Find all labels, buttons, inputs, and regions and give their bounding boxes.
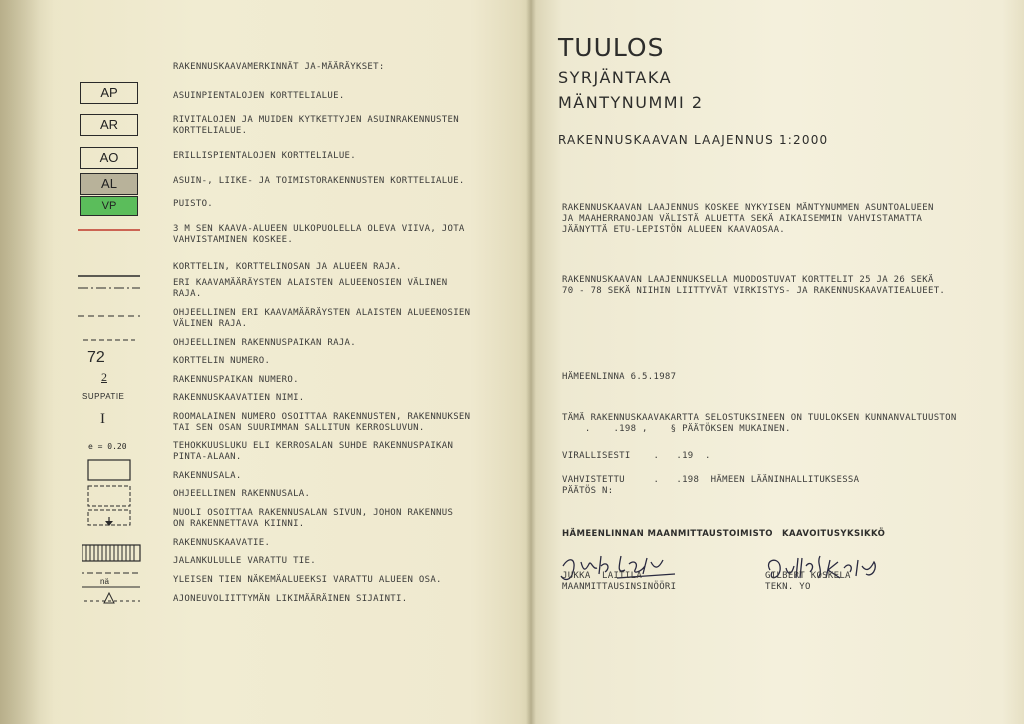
symbol-vp: VP <box>80 196 138 216</box>
symbol-al: AL <box>80 173 138 195</box>
legend-guide-building-area-text: OHJEELLINEN RAKENNUSALA. <box>173 489 311 499</box>
page-edge-shadow <box>0 0 55 724</box>
office-name-1: HÄMEENLINNAN MAANMITTAUSTOIMISTO <box>562 529 773 539</box>
legend-kortteli-number-text: KORTTELIN NUMERO. <box>173 356 271 366</box>
legend-ao-text: ERILLISPIENTALOJEN KORTTELIALUE. <box>173 151 356 161</box>
legend-ap-text: ASUINPIENTALOJEN KORTTELIALUE. <box>173 91 345 101</box>
signer-2: GILBERT KOSKELA TEKN. YO <box>765 571 851 592</box>
legend-al-text: ASUIN-, LIIKE- JA TOIMISTORAKENNUSTEN KORTTELIALUE. <box>173 176 465 186</box>
plan-title: RAKENNUSKAAVAN LAAJENNUS 1:2000 <box>558 133 829 147</box>
legend-vehicle-access-text: AJONEUVOLIITTYMÄN LIKIMÄÄRÄINEN SIJAINTI. <box>173 594 408 604</box>
legend-ar-text: RIVITALOJEN JA MUIDEN KYTKETTYJEN ASUINRAKENNUSTEN KORTTELIALUE. <box>173 115 459 136</box>
description-paragraph-1: RAKENNUSKAAVAN LAAJENNUS KOSKEE NYKYISEN MÄNTYNUMMEN ASUNTOALUEEN JA MAAHERRANOJAN VÄLISTÄ ALUETTA SEKÄ AIKAISEMMIN VAHVISTAMATTA JÄÄNYTTÄ ETU-LEPISTÖN ALUEEN KAAVAOSAA. <box>562 203 934 235</box>
legend-redline-text: 3 M SEN KAAVA-ALUEEN ULKOPUOLELLA OLEVA VIIVA, JOTA VAHVISTAMINEN KOSKEE. <box>173 224 465 245</box>
page-title: TUULOS <box>558 33 665 62</box>
approval-statement: TÄMÄ RAKENNUSKAAVAKARTTA SELOSTUKSINEEN ON TUULOKSEN KUNNANVALTUUSTON . .198 , § PÄÄTÖKSEN MUKAINEN. <box>562 413 957 434</box>
legend-roman-numeral-text: ROOMALAINEN NUMERO OSOITTAA RAKENNUSTEN, RAKENNUKSEN TAI SEN OSAN SUURIMMAN SALLITUN KERROSLUVUN. <box>173 412 471 433</box>
legend-arrow-text: NUOLI OSOITTAA RAKENNUSALAN SIVUN, JOHON RAKENNUS ON RAKENNETTAVA KIINNI. <box>173 508 454 529</box>
street-name-symbol: SUPPATIE <box>82 392 125 401</box>
area-name: SYRJÄNTAKA <box>558 68 673 87</box>
place-date: HÄMEENLINNA 6.5.1987 <box>562 372 677 382</box>
legend-street-name-text: RAKENNUSKAAVATIEN NIMI. <box>173 393 305 403</box>
page-fold <box>526 0 536 724</box>
legend-plot-border-text: OHJEELLINEN RAKENNUSPAIKAN RAJA. <box>173 338 356 348</box>
kortteli-number-symbol: 72 <box>87 349 105 366</box>
subarea-name: MÄNTYNUMMI 2 <box>558 93 704 112</box>
plan-road-symbol <box>82 545 140 561</box>
plot-number-symbol: 2 <box>101 370 107 384</box>
legend-vp-text: PUISTO. <box>173 199 214 209</box>
legend-pedestrian-road-text: JALANKULULLE VARATTU TIE. <box>173 556 316 566</box>
legend-heading: RAKENNUSKAAVAMERKINNÄT JA-MÄÄRÄYKSET: <box>173 62 385 72</box>
efficiency-symbol: e = 0.20 <box>88 442 127 451</box>
legend-sightline-text: YLEISEN TIEN NÄKEMÄALUEEKSI VARATTU ALUEEN OSA. <box>173 575 442 585</box>
legend-zone-border-text: ERI KAAVAMÄÄRÄYSTEN ALAISTEN ALUEENOSIEN VÄLINEN RAJA. <box>173 278 448 299</box>
guide-building-area-symbol <box>88 486 130 506</box>
signer-1: JUKKA LAITILA MAANMITTAUSINSINÖÖRI <box>562 571 677 592</box>
legend-plan-road-text: RAKENNUSKAAVATIE. <box>173 538 271 548</box>
legend-building-area-text: RAKENNUSALA. <box>173 471 242 481</box>
building-area-symbols <box>82 455 142 615</box>
public-road-label: nä <box>100 577 109 586</box>
line-symbols <box>75 222 145 342</box>
symbol-ar: AR <box>80 114 138 136</box>
legend-efficiency-text: TEHOKKUUSLUKU ELI KERROSALAN SUHDE RAKENNUSPAIKAN PINTA-ALAAN. <box>173 441 454 462</box>
legend-guide-zone-border-text: OHJEELLINEN ERI KAAVAMÄÄRÄYSTEN ALAISTEN ALUEENOSIEN VÄLINEN RAJA. <box>173 308 471 329</box>
symbol-ap: AP <box>80 82 138 104</box>
legend-plot-number-text: RAKENNUSPAIKAN NUMERO. <box>173 375 299 385</box>
description-paragraph-2: RAKENNUSKAAVAN LAAJENNUKSELLA MUODOSTUVAT KORTTELIT 25 JA 26 SEKÄ 70 - 78 SEKÄ NIIHIN LIITTYVÄT VIRKISTYS- JA RAKENNUSKAAVATIEALUEET. <box>562 275 946 296</box>
legend-block-border-text: KORTTELIN, KORTTELINOSAN JA ALUEEN RAJA. <box>173 262 402 272</box>
official-line: VIRALLISESTI . .19 . <box>562 451 711 461</box>
confirmation-line: VAHVISTETTU . .198 HÄMEEN LÄÄNINHALLITUKSESSA PÄÄTÖS N: <box>562 475 860 496</box>
symbol-ao: AO <box>80 147 138 169</box>
building-area-symbol <box>88 460 130 480</box>
roman-numeral-symbol: I <box>100 411 105 427</box>
office-name-2: KAAVOITUSYKSIKKÖ <box>782 529 886 539</box>
